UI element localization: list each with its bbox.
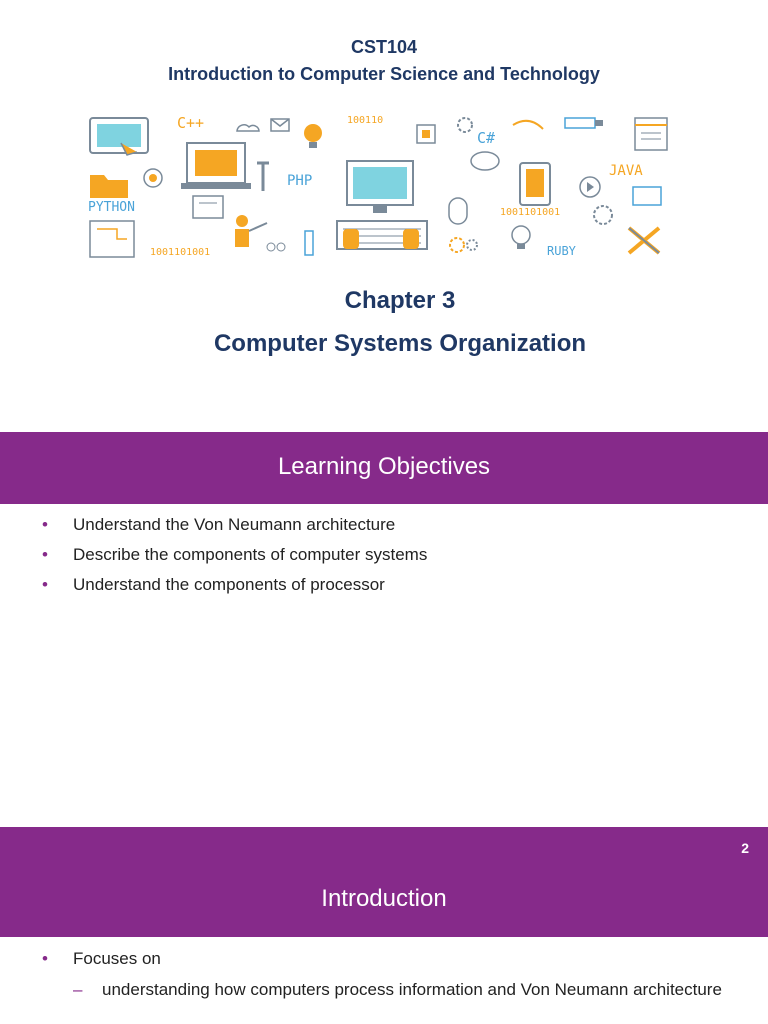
title-slide	[0, 0, 768, 432]
objective-text: Describe the components of computer systems	[73, 545, 428, 564]
teacher-icon	[235, 215, 267, 247]
php-label: PHP	[287, 173, 313, 189]
lightbulb-small-icon	[144, 169, 162, 187]
objective-text: Understand the Von Neumann architecture	[73, 515, 396, 534]
tech-banner-illustration	[85, 103, 685, 265]
chapter-title: Computer Systems Organization	[213, 330, 587, 357]
bullet-icon: •	[42, 949, 48, 968]
dash-icon: –	[73, 980, 83, 999]
gear-large-icon	[594, 206, 612, 224]
binary-label-2: 1001101001	[150, 247, 211, 258]
introduction-heading: Introduction	[321, 885, 447, 912]
bullet-text: Focuses on	[73, 949, 161, 968]
window-icon	[635, 118, 667, 150]
sub-list-item	[42, 977, 722, 1002]
cpp-label: C++	[177, 114, 205, 132]
gears-icon	[450, 238, 477, 252]
course-title: Introduction to Computer Science and Technology	[168, 64, 600, 84]
usb-icon	[565, 118, 603, 128]
lightbulb-icon	[304, 124, 322, 148]
objectives-list	[42, 514, 742, 604]
idea-bulb-icon	[512, 226, 530, 249]
keyboard-icon	[337, 221, 427, 249]
objective-text: Understand the components of processor	[73, 575, 385, 594]
page-number: 2	[741, 840, 749, 856]
list-item	[42, 948, 742, 970]
csharp-label: C#	[477, 129, 496, 147]
introduction-header	[0, 827, 768, 937]
course-code: CST104	[350, 37, 418, 57]
list-item	[42, 544, 742, 574]
mail-icon	[271, 119, 289, 131]
list-item	[42, 574, 742, 604]
play-icon	[580, 177, 600, 197]
tools-icon	[629, 228, 659, 253]
java-label: JAVA	[609, 163, 643, 179]
pencil-icon	[305, 231, 313, 255]
objectives-header	[0, 432, 768, 504]
ruby-label: RUBY	[547, 244, 576, 258]
wrench-icon	[257, 163, 269, 191]
people-icon	[267, 243, 285, 251]
bullet-icon: •	[42, 545, 48, 564]
mouse-icon	[513, 121, 543, 129]
chip-icon	[417, 125, 435, 143]
objectives-heading: Learning Objectives	[277, 453, 491, 480]
computer-mouse-icon	[449, 198, 467, 224]
brain-icon	[471, 152, 499, 170]
list-item	[42, 514, 742, 544]
python-label: PYTHON	[88, 200, 135, 215]
chapter-number: Chapter 3	[344, 287, 456, 314]
presentation-board-icon	[193, 196, 223, 218]
cloud-icon	[237, 125, 259, 131]
sub-bullet-text: understanding how computers process information and Von Neumann architecture	[102, 980, 722, 999]
folder-icon	[90, 175, 128, 198]
laptop-icon	[181, 143, 251, 189]
circuit-board-icon	[90, 221, 134, 257]
bullet-icon: •	[42, 575, 48, 594]
gear-icon	[458, 118, 472, 132]
tablet-icon	[90, 118, 148, 155]
binary-label-1: 100110	[347, 115, 384, 126]
introduction-content	[42, 948, 742, 1002]
monitor-icon	[347, 161, 413, 213]
bullet-icon: •	[42, 515, 48, 534]
chat-icon	[633, 187, 661, 205]
binary-label-3: 1001101001	[500, 207, 561, 218]
smartphone-icon	[520, 163, 550, 205]
